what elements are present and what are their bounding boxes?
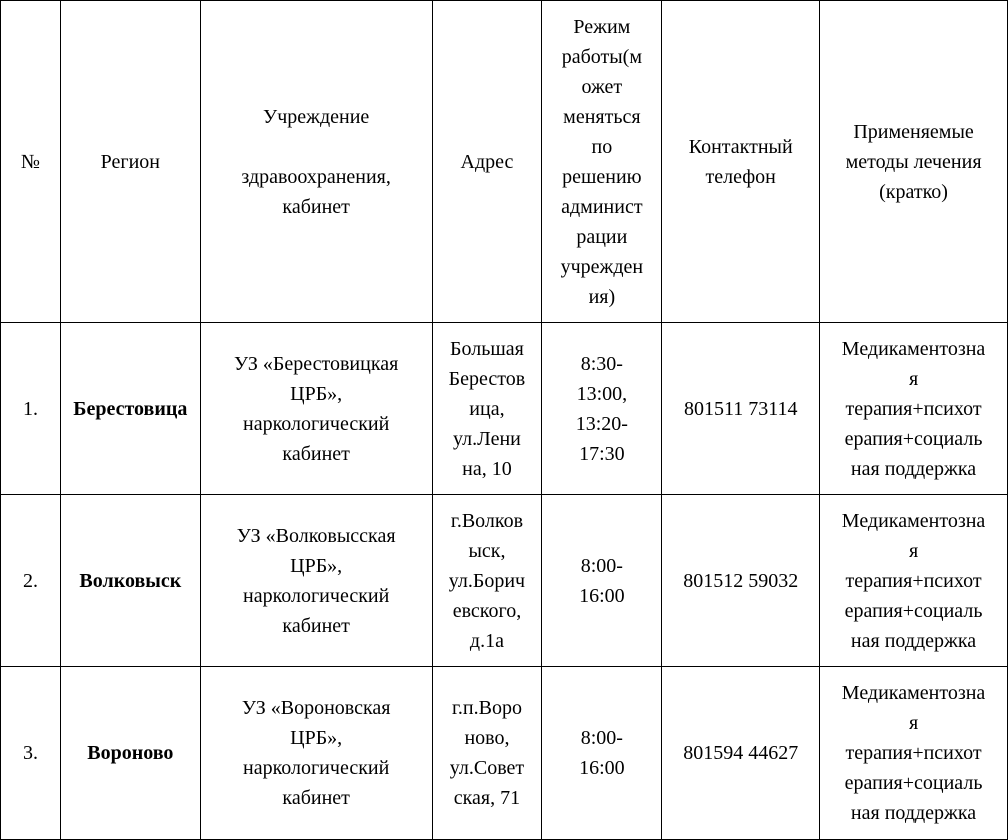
row-number: 3. <box>1 667 61 840</box>
header-phone: Контактный телефон <box>662 1 820 323</box>
row-region: Берестовица <box>60 323 200 495</box>
header-institution: Учреждение здравоохранения, кабинет <box>200 1 432 323</box>
table-row <box>1 495 1008 667</box>
row-address: г.п.Воро ново, ул.Совет ская, 71 <box>432 667 542 840</box>
header-address: Адрес <box>432 1 542 323</box>
table-row <box>1 323 1008 495</box>
row-institution: УЗ «Волковысская ЦРБ», наркологический кабинет <box>200 495 432 667</box>
table-row <box>1 667 1008 840</box>
header-hours: Режим работы(м ожет меняться по решению админист рации учрежден ия) <box>542 1 662 323</box>
row-methods: Медикаментозна я терапия+психот ерапия+социаль ная поддержка <box>820 667 1008 840</box>
row-hours: 8:00- 16:00 <box>542 495 662 667</box>
row-phone: 801512 59032 <box>662 495 820 667</box>
row-region: Волковыск <box>60 495 200 667</box>
row-region: Вороново <box>60 667 200 840</box>
row-address: г.Волков ыск, ул.Борич евского, д.1а <box>432 495 542 667</box>
row-hours: 8:30- 13:00, 13:20- 17:30 <box>542 323 662 495</box>
header-methods: Применяемые методы лечения (кратко) <box>820 1 1008 323</box>
row-hours: 8:00- 16:00 <box>542 667 662 840</box>
row-phone: 801511 73114 <box>662 323 820 495</box>
row-number: 2. <box>1 495 61 667</box>
row-methods: Медикаментозна я терапия+психот ерапия+социаль ная поддержка <box>820 323 1008 495</box>
row-institution: УЗ «Вороновская ЦРБ», наркологический кабинет <box>200 667 432 840</box>
row-address: Большая Берестов ица, ул.Лени на, 10 <box>432 323 542 495</box>
row-institution: УЗ «Берестовицкая ЦРБ», наркологический кабинет <box>200 323 432 495</box>
header-row <box>1 1 1008 323</box>
row-number: 1. <box>1 323 61 495</box>
header-region: Регион <box>60 1 200 323</box>
header-number: № <box>1 1 61 323</box>
row-phone: 801594 44627 <box>662 667 820 840</box>
row-methods: Медикаментозна я терапия+психот ерапия+социаль ная поддержка <box>820 495 1008 667</box>
